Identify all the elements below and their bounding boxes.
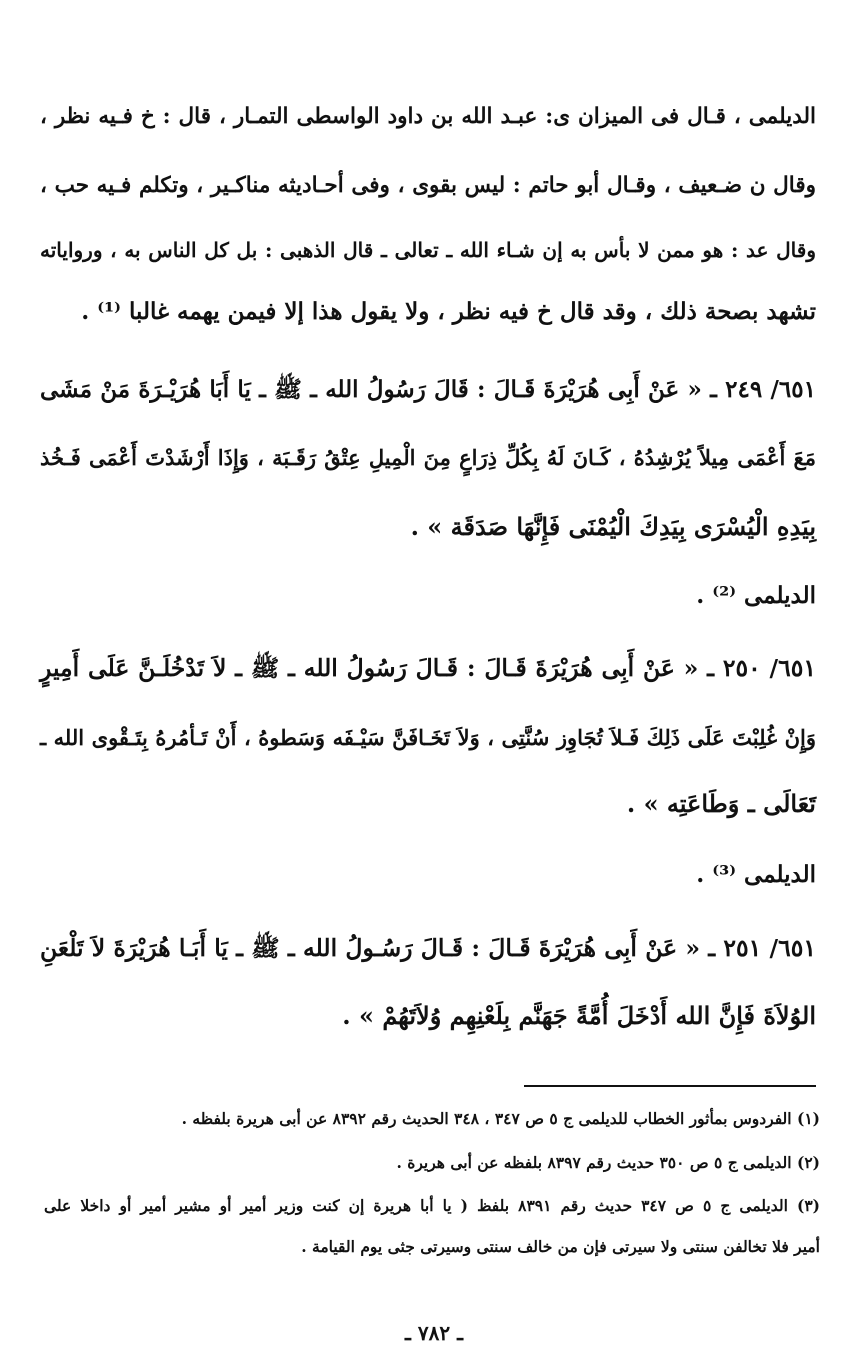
hadith-line: ٦٥١/ ٢٥٠ ـ « عَنْ أَبِى هُرَيْرَةَ قَـالَ : قَـالَ رَسُولُ الله ـ ﷺ ـ لاَ تَدْخُلَـنَّ عَلَى أَمِيرٍ: [40, 654, 817, 682]
body-line: وقال ن ضـعيف ، وقـال أبو حاتم : ليس بقوى ، وفى أحـاديثه مناكـير ، وتكلم فـيه حب ،: [40, 173, 817, 198]
hadith-line: الوُلاَةَ فَإِنَّ الله أَدْخَلَ أُمَّةً جَهَنَّم بِلَعْنِهِم وُلاَتَهُمْ » .: [342, 1001, 816, 1030]
footnote: (١) الفردوس بمأثور الخطاب للديلمى ج ٥ ص ٣٤٧ ، ٣٤٨ الحديث رقم ٨٣٩٢ عن أبى هريرة بلفظه .: [181, 1109, 820, 1128]
footnote: (٣) الديلمى ج ٥ ص ٣٤٧ حديث رقم ٨٣٩١ بلفظ ( يا أبا هريرة إن كنت وزير أمير أو مشير أمير أو داخلا على: [44, 1196, 820, 1215]
hadith-line: ٦٥١/ ٢٤٩ ـ « عَنْ أَبِى هُرَيْرَةَ قَـالَ : قَالَ رَسُولُ الله ـ ﷺ ـ يَا أَبَا هُرَيْـرَةَ مَنْ مَشَى: [40, 376, 816, 403]
footnote: أمير فلا تخالفن سنتى ولا سيرتى فإن من خالف سنتى وسيرتى جثى يوم القيامة .: [301, 1237, 820, 1256]
hadith-line: تَعَالَى ـ وَطَاعَتِه » .: [626, 789, 816, 818]
source-citation: الديلمى ⁽³⁾ .: [696, 861, 816, 888]
source-citation: الديلمى ⁽²⁾ .: [696, 582, 816, 609]
hadith-line: وَإِنْ غُلِبْتَ عَلَى ذَلِكَ فَـلاَ تُجَاوِز سُنَّتِى ، وَلاَ تَخَـافَنَّ سَيْـفَه وَسَطوهُ ، أَنْ تَـأمُرهُ بِتَـقْوى الله ـ: [40, 725, 816, 750]
body-line: تشهد بصحة ذلك ، وقد قال خ فيه نظر ، ولا يقول هذا إلا فيمن يهمه غالبا ⁽¹⁾ .: [81, 298, 816, 325]
hadith-line: مَعَ أَعْمَى مِيلاً يُرْشِدُهُ ، كَـانَ لَهُ بِكُلِّ ذِرَاعٍ مِنَ الْمِيلِ عِتْقُ رَقَـبَة ، وَإِذَا أَرْشَدْتَ أَعْمَى فَـخُذ: [40, 445, 816, 470]
page-number: ـ ٧٨٢ ـ: [405, 1321, 463, 1345]
hadith-line: بِيَدِهِ الْيُسْرَى بِيَدِكَ الْيُمْنَى فَإِنَّهَا صَدَقَة » .: [410, 512, 816, 541]
body-line: وقال عد : هو ممن لا بأس به إن شـاء الله ـ تعالى ـ قال الذهبى : بل كل الناس به ، ورواياته: [40, 238, 816, 262]
body-line: الديلمى ، قـال فى الميزان ى: عبـد الله بن داود الواسطى التمـار ، قال : خ فـيه نظر ،: [40, 104, 816, 129]
hadith-line: ٦٥١/ ٢٥١ ـ « عَنْ أَبِى هُرَيْرَةَ قَـالَ : قَـالَ رَسُـولُ الله ـ ﷺ ـ يَا أَبَـا هُرَيْرَةَ لاَ تَلْعَنِ: [40, 934, 816, 962]
footnote-separator: [524, 1085, 816, 1087]
footnote: (٢) الديلمى ج ٥ ص ٣٥٠ حديث رقم ٨٣٩٧ بلفظه عن أبى هريرة .: [396, 1153, 820, 1172]
